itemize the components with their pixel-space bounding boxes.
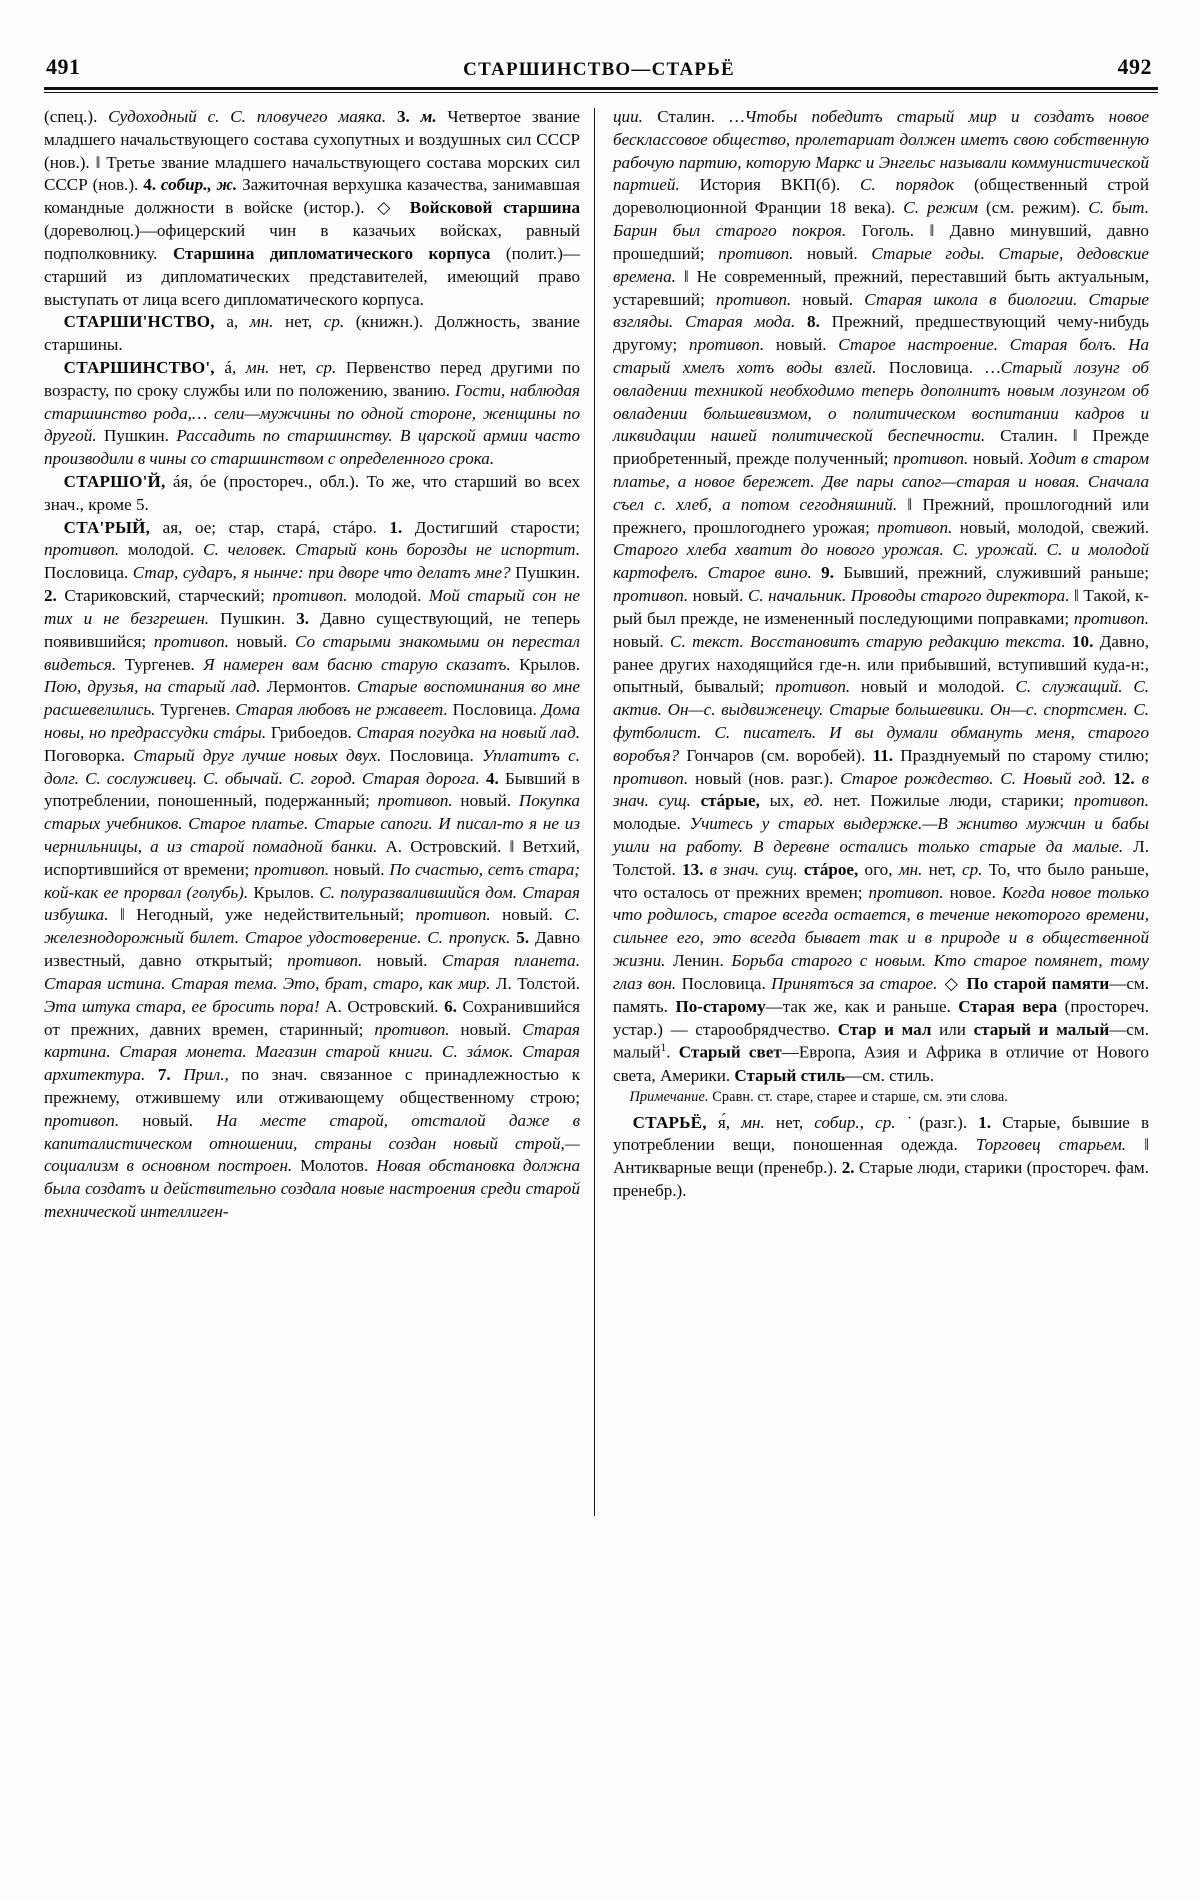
- source: Поговорка.: [44, 745, 134, 765]
- sense-number: 8.: [807, 312, 832, 332]
- example: Со старыми знакомыми он перестал видеться.: [44, 631, 581, 674]
- example: С. служащий. С. актив. Он—с. выдвиженецу. Старые большевики. Он—с. спортсмен. С. футболист. С. писателъ. И вы думали обмануть меня, старого воробъя?: [613, 677, 1150, 765]
- sense-number-3: 3.: [396, 107, 421, 126]
- entry-stary: [44, 517, 580, 1224]
- gram-1c: нет,: [273, 312, 324, 332]
- sense-body: То, что было раньше, что осталось от прежних времен;: [613, 859, 1150, 902]
- gram-2c: нет,: [269, 357, 316, 377]
- sense-number: 1.: [389, 517, 415, 537]
- idiom-stary-i-maly: старый и малый: [973, 1019, 1110, 1039]
- source: Пушкин.: [515, 563, 581, 583]
- source: Гончаров: [686, 745, 762, 765]
- cont-examples: Судоходный с. С. пловучего маяка.: [108, 107, 387, 126]
- antonym-label: противоп.: [374, 1019, 450, 1039]
- antonym-word: новый.: [228, 631, 295, 651]
- example: Уплатитъ с. долг. С. сослуживец. С. обычай. С. город. Старая дорога.: [44, 745, 580, 788]
- antonym-word: новый.: [452, 791, 519, 811]
- headword-stary: СТА'РЫЙ,: [63, 517, 151, 537]
- sense-number: 6.: [444, 996, 463, 1016]
- sense-number: 2.: [841, 1158, 859, 1178]
- paragraph-mark: ‖: [929, 221, 950, 241]
- paragraph-mark: ‖: [1074, 586, 1084, 606]
- entry-stary-continued: [613, 106, 1149, 1088]
- example: С. быт. Барин был старого покроя.: [613, 198, 1149, 241]
- idiom-text: —см. память.: [613, 973, 1149, 1016]
- example: Борьба старого с новым. Кто старое помянет, тому глаз вон.: [613, 951, 1149, 993]
- antonym-word: новый.: [362, 951, 442, 971]
- source: Сталин.: [657, 107, 730, 126]
- antonym-label: противоп.: [44, 1110, 120, 1130]
- source: А. Островский.: [385, 837, 510, 856]
- sense-body: Старые, бывшие в употреблении вещи, поношенная одежда.: [613, 1112, 1150, 1155]
- example: Старая планета. Старая истина. Старая тема. Это, брат, старо, как мир.: [44, 951, 580, 993]
- paragraph-mark: ‖: [119, 905, 137, 925]
- header-rule: [44, 87, 1158, 93]
- idiom-text: .: [666, 1043, 679, 1062]
- source: Пословица.: [681, 973, 772, 993]
- quote-stalin: …Чтобы победитъ старый мир и создатъ новое бесклассовое общество, пролетариат должен иметъ свою собственную рабочую партию, которую Маркс и Энгельс называли коммунистической партией.: [613, 107, 1149, 195]
- column-left: [44, 106, 594, 1846]
- substantive-headword: стáрое,: [803, 859, 865, 879]
- sense-3-gram: м.: [420, 107, 448, 126]
- note-text: Сравн. ст. старе, старее и старше, см. эти слова.: [708, 1088, 1008, 1105]
- definition-starshoy: То же, что старший во всех знач., кроме 5.: [44, 472, 580, 514]
- example: Учитесь у старых выдержке.—В жнитво мужчин и бабы ушли на работу. В деревне остались только старые да малые.: [613, 814, 1149, 856]
- source: Пословица.: [44, 563, 133, 583]
- sense-body: Негодный, уже недействительный;: [136, 905, 416, 925]
- source: Л. Толстой.: [613, 837, 1149, 879]
- sense-body: Прежде приобретенный, прежде полученный;: [613, 426, 1149, 469]
- antonym-word: новый.: [688, 586, 748, 606]
- example: С. железнодорожный билет. Старое удостоверение. С. пропуск.: [44, 905, 580, 948]
- paragraph-mark: ‖: [683, 266, 697, 286]
- gram-2b: мн.: [245, 357, 270, 377]
- gram: ср.: [875, 1112, 896, 1132]
- idiom-text: —см. малый: [613, 1019, 1149, 1062]
- source: Тургенев.: [124, 654, 204, 674]
- headword-starshinstvo-1: СТАРШИ'НСТВО,: [63, 312, 215, 332]
- source-pushkin-1: Пушкин.: [104, 426, 177, 446]
- sense-number: 11.: [872, 745, 901, 765]
- headword-starshoy: СТАРШО'Й,: [63, 472, 166, 491]
- example: С. начальник. Проводы старого директора.: [747, 586, 1075, 606]
- idiom-staraya-vera: Старая вера: [958, 996, 1065, 1016]
- example: Я намерен вам басню старую сказатъ.: [203, 654, 520, 674]
- source: Л. Толстой.: [495, 973, 580, 993]
- antonym-label: противоп.: [377, 791, 453, 811]
- source: Ленин.: [673, 951, 732, 971]
- paragraph-mark: ‖: [1144, 1135, 1149, 1155]
- sense-body: Давно известный, давно открытый;: [44, 928, 580, 971]
- lozenge-icon: ◇: [944, 973, 965, 993]
- sense-number: 5.: [516, 928, 535, 948]
- gram: нет,: [764, 1112, 815, 1132]
- source: Крылов.: [519, 654, 581, 674]
- example: По счастью, сетъ стара; кой-как ее прорвал (голубь).: [44, 859, 580, 902]
- example: Старая любовъ не ржавеет.: [235, 700, 453, 720]
- quote-pushkin-1: Гости, наблюдая старшинство рода,… сели—мужчины по одной стороне, женщины по другой.: [44, 380, 580, 446]
- idiom-voyskovoy-starshina: Войсковой старшина: [409, 198, 581, 218]
- idiom-star-i-mal: Стар и мал: [837, 1019, 940, 1039]
- grammar-label: Прил.,: [183, 1065, 242, 1085]
- gram: ˙(разг.).: [895, 1112, 979, 1132]
- idiom-starshina-dipkorpusa: Старшина дипломатического корпуса: [172, 243, 506, 263]
- quote-lenin: Когда новое только что родилось, старое всегда остается, в течение некоторого времени, сильнее его, это всегда бывает так и в природе и в общественной жизни.: [613, 882, 1149, 971]
- gram: ,: [859, 1112, 876, 1132]
- example: Старые годы. Старые, дедовские времена.: [613, 243, 1149, 286]
- paragraph-mark: ‖: [509, 837, 523, 856]
- antonym-word: новый.: [968, 449, 1029, 469]
- antonym-word: новый.: [613, 631, 671, 651]
- antonym-word: новый.: [329, 859, 390, 879]
- sense-number: 7.: [157, 1065, 184, 1085]
- source: А. Островский.: [325, 996, 445, 1016]
- example: Старый друг лучше новых двух.: [133, 745, 390, 765]
- idiom-text: —см. стиль.: [845, 1065, 934, 1085]
- antonym-label: противоп.: [893, 449, 969, 469]
- example: Старое настроение. Старая болъ. На старый хмелъ хотъ воды взлей.: [613, 335, 1149, 377]
- gram: мн.: [898, 859, 923, 879]
- gram: ого,: [864, 859, 899, 879]
- sense-number: 2.: [44, 586, 65, 606]
- sense-body: Не современный, прежний, переставший быть актуальным, устаревший;: [613, 266, 1149, 309]
- antonym-label: противоп.: [775, 677, 851, 697]
- antonym-word: молодой.: [119, 540, 204, 560]
- idiom-2-text: (полит.)—старший из дипломатических представителей, имеющий право выступать от лица всего дипломатического корпуса.: [44, 243, 580, 309]
- gram-1a: а,: [214, 312, 250, 332]
- antonym-label: противоп.: [689, 335, 765, 355]
- example: Старое рождество. С. Новый год.: [840, 768, 1114, 788]
- gram: мн.: [741, 1112, 765, 1132]
- sense-body: Прежний, предшествующий чему-нибудь другому;: [613, 312, 1149, 355]
- gram: нет.: [823, 791, 871, 811]
- headword-staryo: СТАРЬЁ,: [632, 1112, 707, 1132]
- antonym-label: противоп.: [1073, 608, 1149, 628]
- definition-starshinstvo-1: Должность, звание старшины.: [44, 312, 580, 355]
- antonym-word: новый (нов. разг.).: [688, 768, 841, 788]
- idiom-text: (простореч. устар.) — старообрядчество.: [613, 996, 1149, 1039]
- sense-body: Бывший в употреблении, поношенный, подержанный;: [44, 768, 580, 811]
- antonym-label: противоп.: [613, 768, 689, 788]
- sense-body: Такой, к-рый был прежде, не измененный последующими поправками;: [613, 586, 1149, 628]
- example: С. человек. Старый конь борозды не испортит.: [203, 540, 580, 560]
- sense-body: Давно существующий, не теперь появившийся;: [44, 608, 580, 651]
- sense-number: 12.: [1113, 768, 1142, 788]
- example-continues-next-column: Новая обстановка должна была создатъ и действительно создала новые настроения среди старой технической интеллиген-: [44, 1156, 581, 1221]
- source: Пословица.: [888, 357, 986, 377]
- folio-left: 491: [46, 54, 81, 79]
- source: Сталин.: [1000, 426, 1073, 446]
- columns-container: [44, 106, 1158, 1846]
- source: Молотов.: [300, 1156, 377, 1176]
- idiom-text: —так же, как и раньше.: [765, 996, 959, 1016]
- page-title: СТАРШИНСТВО—СТАРЬЁ: [463, 59, 735, 80]
- antonym-label: противоп.: [272, 586, 348, 606]
- sense-body: Давно, ранее других находящийся где-н. или прибывший, вступивший куда-н:, опытный, бывалый;: [613, 631, 1150, 697]
- entry-starshoy: [44, 471, 580, 517]
- sense-body: Антикварные вещи (пренебр.).: [613, 1158, 842, 1178]
- example: Покупка старых учебников. Старое платье. Старые сапоги. И писал-то я не из чернильницы, а из старой помадной банки.: [44, 791, 580, 856]
- paragraph-mark: ‖: [907, 494, 923, 514]
- idiom-stary-stil: Старый стиль: [734, 1065, 846, 1085]
- source: Лермонтов.: [266, 677, 357, 697]
- antonym-word: новый.: [490, 905, 565, 925]
- example: С. режим: [903, 198, 987, 218]
- paragraph-mark: ‖: [95, 152, 107, 172]
- definition-starshinstvo-2: Первенство перед другими по возрасту, по сроку службы или по положению, званию.: [44, 357, 580, 400]
- example: С. порядок: [860, 175, 974, 195]
- source: Грибоедов.: [270, 722, 357, 742]
- gram-1e: (книжн.).: [344, 312, 435, 332]
- antonym-label: противоп.: [868, 882, 944, 902]
- example: Торговец старьем.: [975, 1135, 1145, 1155]
- example: Принятъся за старое.: [771, 973, 943, 993]
- antonym-label: противоп.: [415, 905, 491, 925]
- gram: ед.: [803, 791, 824, 811]
- sense-body: Бывший, прежний, служивший раньше;: [843, 563, 1149, 583]
- example: Старая картина. Старая монета. Магазин старой книги. С. зáмок. Старая архитектура.: [44, 1019, 580, 1085]
- sense-number-4: 4.: [143, 175, 161, 195]
- idiom-conjunction: или: [939, 1019, 974, 1039]
- gram-2e: [336, 358, 346, 377]
- sense-4-text: Зажиточная верхушка казачества, занимавшая командные должности в войске (истор.).: [44, 175, 580, 218]
- quote-stalin-2: …Старый лозунг об овладении техникой необходимо теперь дополнитъ новым лозунгом об овладении большевизмом, о политическом воспитании кадров и ликвидации нашей политической беспечности.: [613, 357, 1150, 446]
- note-block: [613, 1088, 1149, 1107]
- antonym-label: противоп.: [153, 631, 229, 651]
- sense-3b-text: Третье звание младшего начальствующего состава морских сил СССР (нов.).: [44, 152, 580, 195]
- antonym-word: новый.: [449, 1019, 523, 1039]
- example: Ходит в старом платье, а новое бережет. Две пары сапог—старая и новая. Сначала съел с. хлеб, а потом сегодняшний.: [613, 449, 1149, 514]
- antonym-label: противоп.: [716, 289, 792, 309]
- example: С. текст. Восстановитъ старую редакцию текста.: [670, 631, 1072, 651]
- quote-examples-2: Рассадить по старшинству. В царской армии часто производили в чины со старшинством с определенного срока.: [44, 426, 580, 469]
- antonym-label: противоп.: [287, 951, 363, 971]
- gram-starshoy: áя, óе (простореч., обл.).: [165, 472, 367, 491]
- sense-number: 1.: [978, 1112, 1003, 1132]
- antonym-word: новый, молодой, свежий.: [952, 517, 1150, 537]
- antonym-word: новый.: [791, 289, 865, 309]
- gram-1d: ср.: [323, 312, 345, 332]
- running-head: [44, 46, 1158, 80]
- sense-body: Празднуемый по старому стилю;: [900, 745, 1150, 765]
- antonym-word: новый.: [119, 1110, 217, 1130]
- example-gloss: (см. режим).: [986, 198, 1089, 218]
- sense-body: Сохранившийся от прежних, давних времен, старинный;: [44, 996, 580, 1039]
- sense-body: по знач. связанное с принадлежностью к прежнему, отжившему или отживающему общественному строю;: [44, 1065, 581, 1107]
- sense-body: Прежний, прошлогодний или прежнего, прошлогоднего урожая;: [613, 494, 1150, 537]
- antonym-label: противоп.: [877, 517, 953, 537]
- gram: ых,: [769, 791, 804, 811]
- substantive-headword: стáрые,: [700, 791, 770, 811]
- idiom-stary-svet: Старый свет: [678, 1043, 782, 1062]
- entry-starshinstvo-1: [44, 311, 580, 357]
- entry-continuation-starshina: [44, 106, 580, 311]
- antonym-label: противоп.: [613, 586, 689, 606]
- grammar-label: в знач. сущ.: [709, 859, 804, 879]
- sense-number: 13.: [682, 859, 710, 879]
- source: Пушкин.: [220, 608, 297, 628]
- idiom-po-staromu: По-старому: [675, 996, 766, 1016]
- example: Старого хлеба хватит до нового урожая. С. урожай. С. и молодой картофелъ. Старое вино.: [613, 540, 1149, 583]
- gram: я́,: [706, 1112, 742, 1132]
- sense-body: Стариковский, старческий;: [64, 586, 273, 606]
- example: Мой старый сон не тих и не безгрешен.: [44, 586, 581, 628]
- column-right: [595, 106, 1149, 1846]
- source: Тургенев.: [160, 700, 236, 720]
- antonym-word: новый.: [793, 243, 872, 263]
- idiom-1-text: (дореволюц.)—офицерский чин в казачьих войсках, равный подполковнику.: [44, 221, 580, 263]
- gram-2d: ср.: [315, 357, 337, 377]
- sense-4-gram: собир., ж.: [160, 175, 243, 195]
- gram: ср.: [962, 859, 983, 879]
- source: Гоголь.: [861, 221, 930, 241]
- homonym-superscript: 1: [660, 1042, 667, 1055]
- paragraph-mark: ‖: [1072, 426, 1093, 446]
- sense-number: 3.: [296, 608, 321, 628]
- example: Стар, сударъ, я нынче: при дворе что делатъ мне?: [132, 563, 516, 583]
- note-label: Примечание.: [629, 1088, 709, 1105]
- entry-starshinstvo-2: [44, 357, 580, 471]
- lozenge-icon: ◇: [377, 198, 408, 218]
- example: Эта штука стара, ее бросить пора!: [44, 996, 326, 1016]
- antonym-label: противоп.: [718, 243, 794, 263]
- sense-number: 10.: [1071, 631, 1100, 651]
- idiom-po-staroy-pamyati: По старой памяти: [966, 973, 1110, 993]
- example: Дома новы, но предрассудки стáры.: [44, 700, 581, 742]
- antonym-word: новый.: [764, 335, 839, 355]
- example: С. полуразвалившийся дом. Старая избушка.: [44, 882, 580, 925]
- example: Пою, друзья, на старый лад.: [44, 677, 267, 697]
- source: История ВКП(б).: [699, 175, 861, 195]
- sense-number: 9.: [821, 563, 844, 583]
- sense-body: Давно минувший, давно прошедший;: [613, 221, 1149, 263]
- antonym-label: противоп.: [44, 540, 120, 560]
- sense-body: Достигший старости;: [414, 517, 580, 537]
- antonym-label: противоп.: [254, 859, 330, 879]
- folio-right: 492: [1117, 54, 1152, 79]
- example: Старые воспоминания во мне расшевелились.: [44, 677, 580, 720]
- antonym-label: противоп.: [1073, 791, 1149, 811]
- gram: собир.: [814, 1112, 860, 1132]
- example: Старая погудка на новый лад.: [356, 722, 581, 742]
- headword-starshinstvo-2: СТАРШИНСТВО',: [63, 357, 215, 377]
- source: Пословица.: [452, 700, 542, 720]
- source: Пословица.: [389, 745, 482, 765]
- example: На месте старой, отсталой даже в капиталистическом отношении, страны создан новый строй,—социализм в основном построен.: [44, 1110, 580, 1176]
- sense-body: Пожилые люди, старики;: [870, 791, 1074, 811]
- sense-3-text: Четвертое звание младшего начальствующего состава сухопутных и воздушных сил СССР (нов.).: [44, 107, 581, 172]
- source-gloss: (см. воробей).: [761, 745, 873, 765]
- continuation-word: ции.: [613, 107, 658, 126]
- example-gloss: (общественный строй дореволюционной Франции 18 века).: [613, 175, 1149, 218]
- sense-body: Ветхий, испортившийся от времени;: [44, 837, 580, 879]
- grammar-label: в знач. сущ.: [613, 768, 1149, 811]
- antonym-word: новое.: [943, 882, 1002, 902]
- gram-stary: ая, ое; стар, старá, стáро.: [150, 517, 377, 537]
- gram: нет,: [922, 859, 962, 879]
- cont-register: (спец.).: [44, 107, 109, 126]
- entry-staryo: [613, 1112, 1149, 1203]
- antonym-word: молодые.: [613, 814, 690, 834]
- antonym-word: молодой.: [347, 586, 429, 606]
- example: Старая школа в биологии. Старые взгляды. Старая мода.: [613, 289, 1149, 332]
- sense-number: 4.: [485, 768, 505, 788]
- sense-body: Старые люди, старики (простореч. фам. пренебр.).: [613, 1158, 1149, 1201]
- antonym-word: новый и молодой.: [850, 677, 1016, 697]
- gram-2a: á,: [214, 357, 246, 377]
- idiom-text: —Европа, Азия и Африка в отличие от Нового света, Америки.: [613, 1043, 1149, 1085]
- cont-space: [386, 107, 397, 126]
- gram-1b: мн.: [249, 312, 274, 332]
- source: Крылов.: [253, 882, 320, 902]
